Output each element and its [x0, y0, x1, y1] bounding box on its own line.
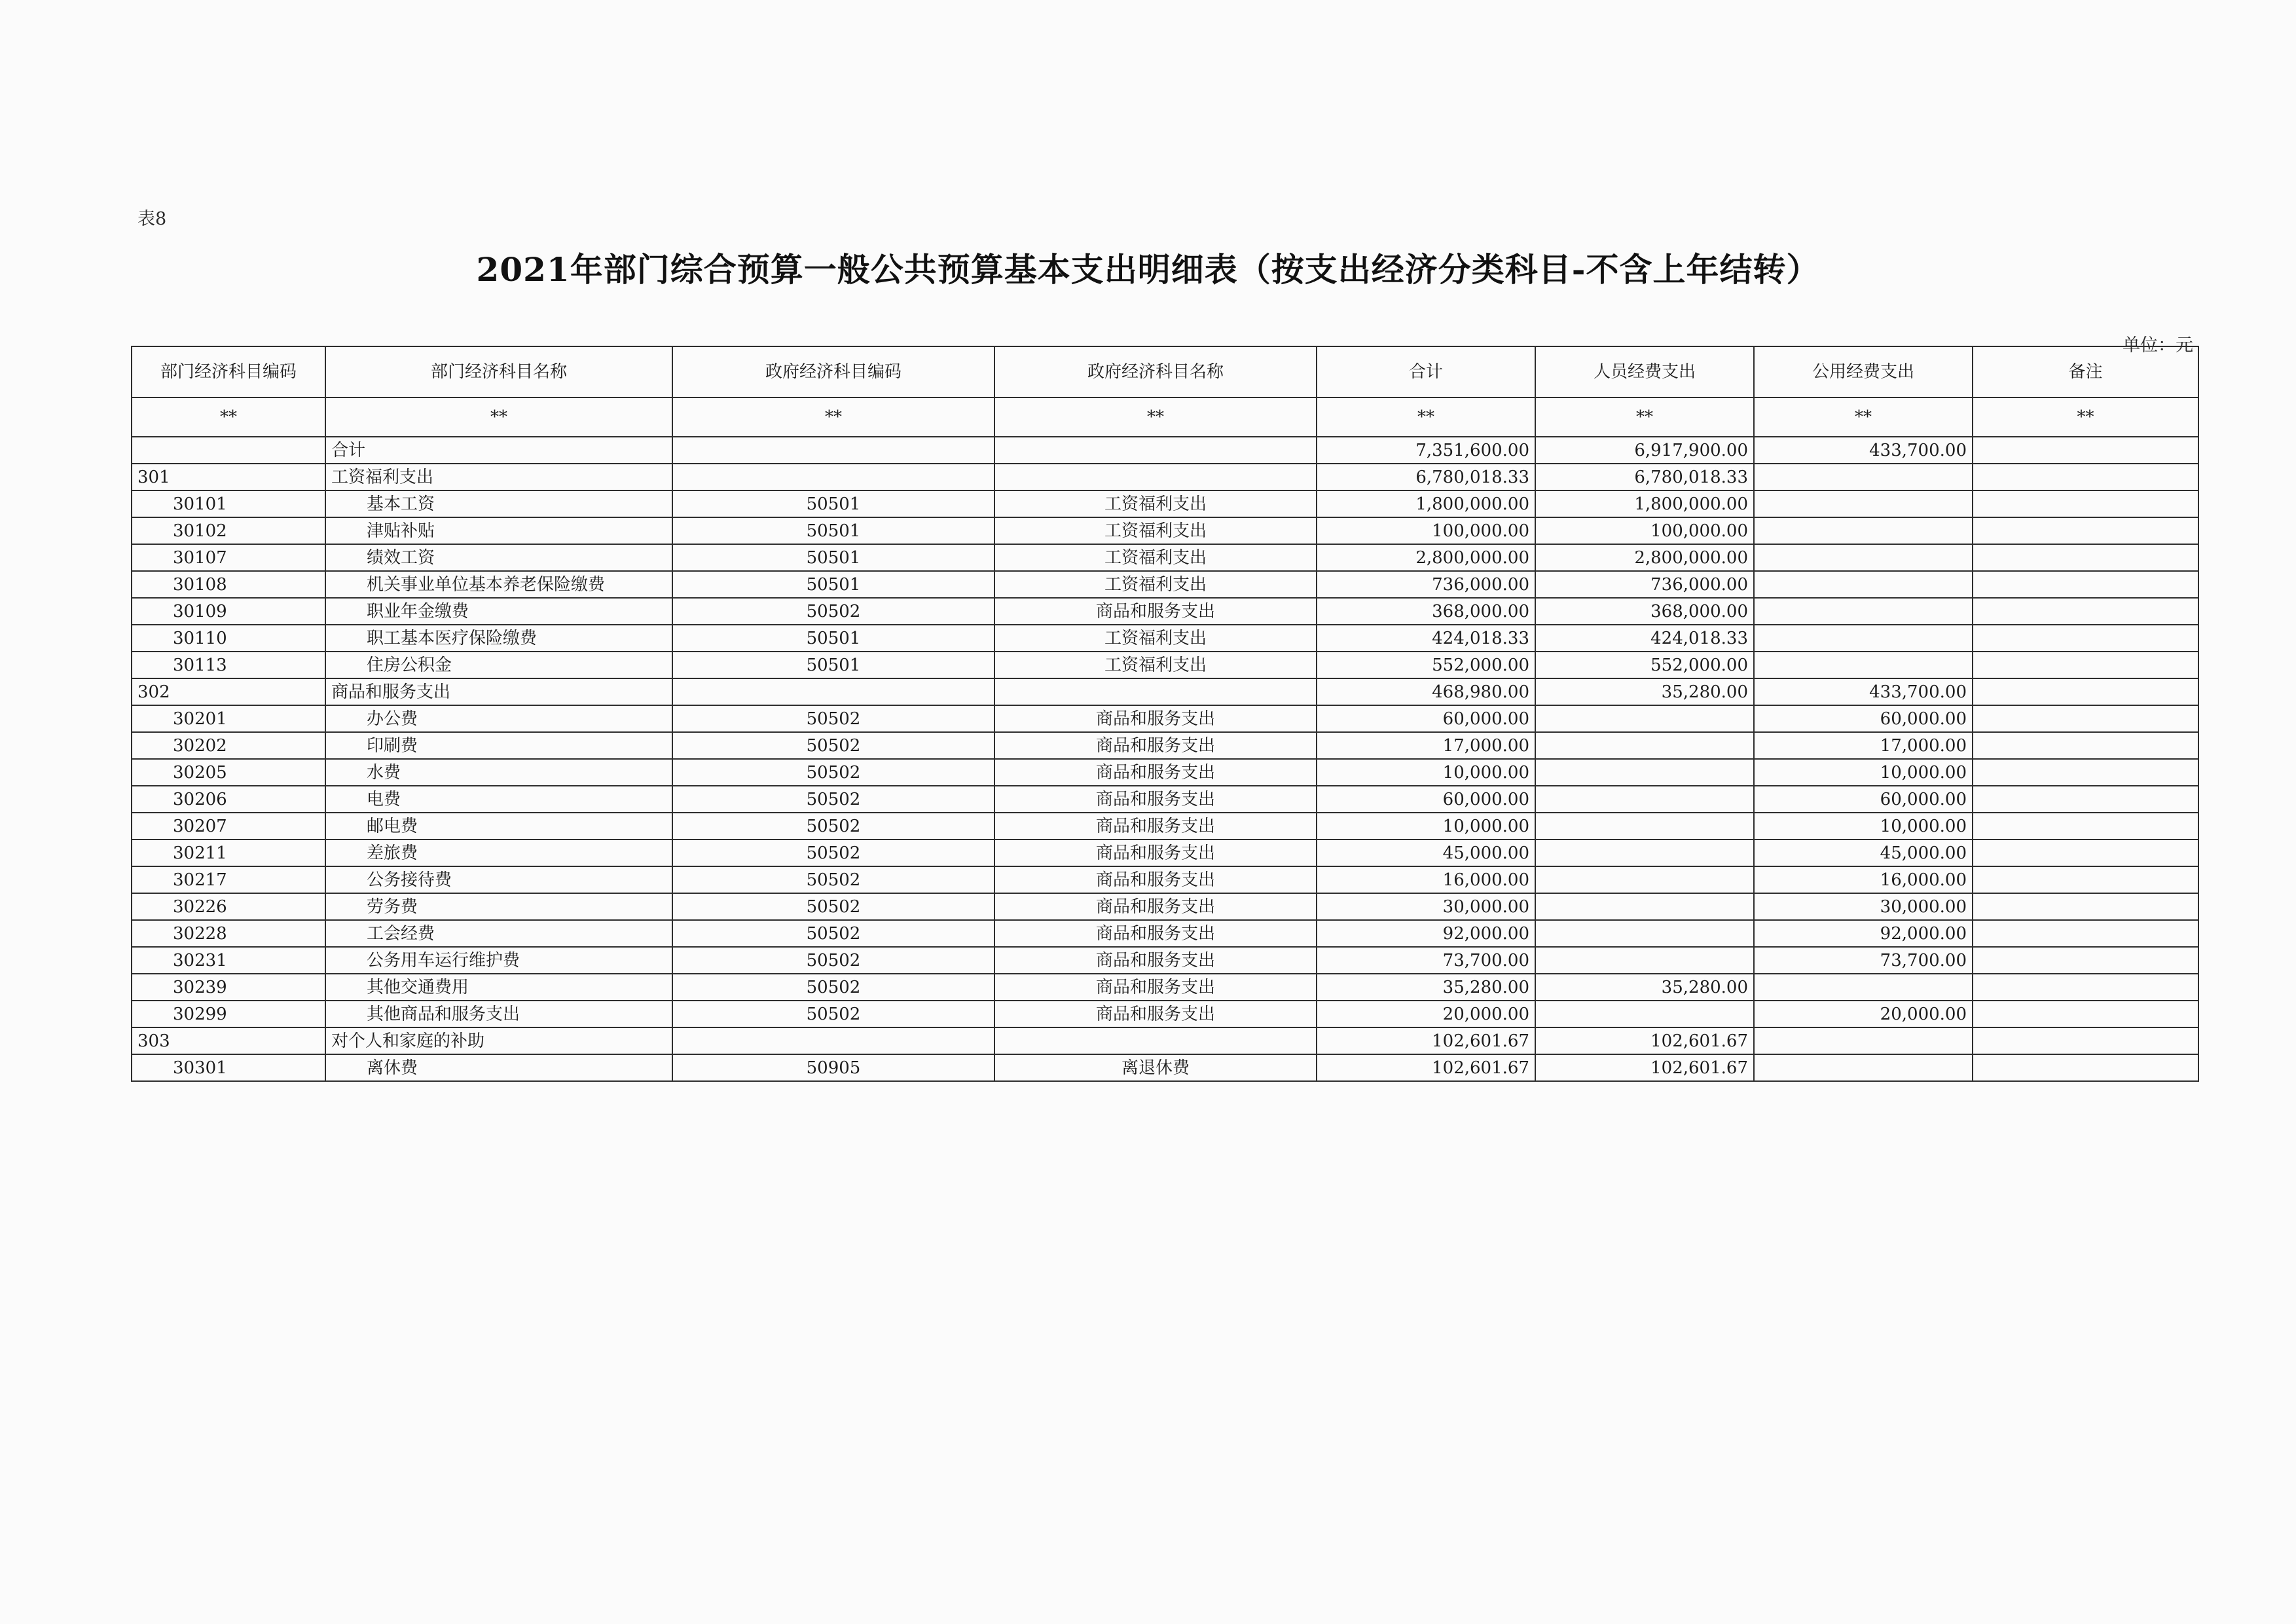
dept-code-cell: 30110	[132, 625, 325, 652]
remark-cell	[1973, 1054, 2198, 1081]
header-row	[132, 346, 2198, 397]
remark-cell	[1973, 625, 2198, 652]
dept-code-cell: 302	[132, 678, 325, 705]
total-cell: 6,780,018.33	[1317, 464, 1535, 490]
public-cell: 73,700.00	[1754, 947, 1973, 974]
total-cell: 35,280.00	[1317, 974, 1535, 1001]
personnel-cell: 2,800,000.00	[1535, 544, 1754, 571]
dept-code-cell	[132, 437, 325, 464]
gov-name-cell: 商品和服务支出	[994, 759, 1317, 786]
public-cell: 60,000.00	[1754, 705, 1973, 732]
total-cell: 60,000.00	[1317, 705, 1535, 732]
table-row	[132, 464, 2198, 490]
personnel-cell: 424,018.33	[1535, 625, 1754, 652]
dept-name-cell: 公务用车运行维护费	[325, 947, 672, 974]
personnel-cell	[1535, 893, 1754, 920]
dept-code-cell: 30217	[132, 866, 325, 893]
remark-cell	[1973, 652, 2198, 678]
public-cell: 45,000.00	[1754, 840, 1973, 866]
dept-name-cell: 津贴补贴	[325, 517, 672, 544]
personnel-cell: 35,280.00	[1535, 974, 1754, 1001]
gov-name-cell: 商品和服务支出	[994, 893, 1317, 920]
gov-name-cell	[994, 437, 1317, 464]
gov-code-cell: 50502	[672, 813, 994, 840]
table-row	[132, 893, 2198, 920]
dept-code-cell: 30211	[132, 840, 325, 866]
dept-name-cell: 印刷费	[325, 732, 672, 759]
total-cell: 7,351,600.00	[1317, 437, 1535, 464]
personnel-cell: 552,000.00	[1535, 652, 1754, 678]
gov-code-cell: 50501	[672, 544, 994, 571]
remark-cell	[1973, 974, 2198, 1001]
remark-cell	[1973, 571, 2198, 598]
gov-code-cell: 50501	[672, 625, 994, 652]
unit-label: 单位：元	[2123, 335, 2193, 356]
table-row	[132, 1001, 2198, 1027]
table-row	[132, 1027, 2198, 1054]
total-cell: 368,000.00	[1317, 598, 1535, 625]
personnel-cell: 102,601.67	[1535, 1027, 1754, 1054]
dept-code-cell: 303	[132, 1027, 325, 1054]
dept-name-cell: 邮电费	[325, 813, 672, 840]
personnel-cell	[1535, 759, 1754, 786]
remark-cell	[1973, 1001, 2198, 1027]
personnel-cell: 35,280.00	[1535, 678, 1754, 705]
remark-cell	[1973, 544, 2198, 571]
gov-name-cell: 工资福利支出	[994, 625, 1317, 652]
gov-code-cell	[672, 678, 994, 705]
table-row	[132, 732, 2198, 759]
remark-cell	[1973, 598, 2198, 625]
public-cell	[1754, 974, 1973, 1001]
placeholder-cell: **	[1535, 397, 1754, 437]
dept-code-cell: 30239	[132, 974, 325, 1001]
table-row	[132, 1054, 2198, 1081]
remark-cell	[1973, 705, 2198, 732]
gov-code-cell: 50501	[672, 517, 994, 544]
remark-cell	[1973, 517, 2198, 544]
budget-detail-table	[131, 346, 2199, 1082]
gov-code-cell: 50502	[672, 732, 994, 759]
total-cell: 736,000.00	[1317, 571, 1535, 598]
public-cell: 17,000.00	[1754, 732, 1973, 759]
table-row	[132, 490, 2198, 517]
remark-cell	[1973, 1027, 2198, 1054]
personnel-cell	[1535, 840, 1754, 866]
dept-name-cell: 离休费	[325, 1054, 672, 1081]
personnel-cell	[1535, 732, 1754, 759]
personnel-cell: 100,000.00	[1535, 517, 1754, 544]
table-label: 表8	[137, 209, 167, 229]
personnel-cell: 6,780,018.33	[1535, 464, 1754, 490]
personnel-cell	[1535, 866, 1754, 893]
gov-name-cell: 商品和服务支出	[994, 947, 1317, 974]
dept-name-cell: 水费	[325, 759, 672, 786]
dept-code-cell: 30226	[132, 893, 325, 920]
gov-code-cell: 50501	[672, 571, 994, 598]
personnel-cell	[1535, 813, 1754, 840]
total-cell: 1,800,000.00	[1317, 490, 1535, 517]
total-cell: 20,000.00	[1317, 1001, 1535, 1027]
dept-name-cell: 商品和服务支出	[325, 678, 672, 705]
remark-cell	[1973, 813, 2198, 840]
dept-name-cell: 基本工资	[325, 490, 672, 517]
public-cell: 20,000.00	[1754, 1001, 1973, 1027]
remark-cell	[1973, 947, 2198, 974]
dept-name-cell: 对个人和家庭的补助	[325, 1027, 672, 1054]
remark-cell	[1973, 759, 2198, 786]
total-cell: 45,000.00	[1317, 840, 1535, 866]
placeholder-cell: **	[994, 397, 1317, 437]
total-cell: 92,000.00	[1317, 920, 1535, 947]
gov-name-cell: 商品和服务支出	[994, 920, 1317, 947]
gov-name-cell: 工资福利支出	[994, 652, 1317, 678]
public-cell: 92,000.00	[1754, 920, 1973, 947]
remark-cell	[1973, 732, 2198, 759]
gov-name-cell: 商品和服务支出	[994, 732, 1317, 759]
total-cell: 102,601.67	[1317, 1054, 1535, 1081]
remark-cell	[1973, 786, 2198, 813]
dept-name-cell: 机关事业单位基本养老保险缴费	[325, 571, 672, 598]
remark-cell	[1973, 437, 2198, 464]
dept-name-cell: 差旅费	[325, 840, 672, 866]
column-header: 部门经济科目编码	[132, 346, 325, 397]
gov-name-cell	[994, 1027, 1317, 1054]
total-cell: 10,000.00	[1317, 759, 1535, 786]
table-row	[132, 786, 2198, 813]
placeholder-cell: **	[1754, 397, 1973, 437]
gov-code-cell	[672, 1027, 994, 1054]
gov-code-cell: 50502	[672, 893, 994, 920]
table-row	[132, 571, 2198, 598]
total-cell: 73,700.00	[1317, 947, 1535, 974]
gov-name-cell: 离退休费	[994, 1054, 1317, 1081]
total-cell: 10,000.00	[1317, 813, 1535, 840]
gov-name-cell: 商品和服务支出	[994, 813, 1317, 840]
dept-code-cell: 30201	[132, 705, 325, 732]
table-row	[132, 652, 2198, 678]
table-row	[132, 840, 2198, 866]
public-cell	[1754, 517, 1973, 544]
placeholder-cell: **	[1973, 397, 2198, 437]
public-cell	[1754, 490, 1973, 517]
dept-name-cell: 劳务费	[325, 893, 672, 920]
gov-code-cell: 50502	[672, 705, 994, 732]
gov-name-cell: 商品和服务支出	[994, 1001, 1317, 1027]
dept-code-cell: 30107	[132, 544, 325, 571]
table-row	[132, 544, 2198, 571]
personnel-cell	[1535, 920, 1754, 947]
gov-code-cell: 50501	[672, 490, 994, 517]
dept-name-cell: 公务接待费	[325, 866, 672, 893]
remark-cell	[1973, 893, 2198, 920]
table-row	[132, 598, 2198, 625]
table-row	[132, 437, 2198, 464]
dept-name-cell: 职工基本医疗保险缴费	[325, 625, 672, 652]
gov-name-cell: 工资福利支出	[994, 490, 1317, 517]
gov-name-cell: 工资福利支出	[994, 571, 1317, 598]
dept-name-cell: 其他交通费用	[325, 974, 672, 1001]
column-header: 公用经费支出	[1754, 346, 1973, 397]
table-row	[132, 866, 2198, 893]
public-cell: 433,700.00	[1754, 678, 1973, 705]
personnel-cell	[1535, 1001, 1754, 1027]
personnel-cell: 1,800,000.00	[1535, 490, 1754, 517]
total-cell: 102,601.67	[1317, 1027, 1535, 1054]
placeholder-cell: **	[325, 397, 672, 437]
remark-cell	[1973, 464, 2198, 490]
dept-code-cell: 30301	[132, 1054, 325, 1081]
column-header: 政府经济科目名称	[994, 346, 1317, 397]
table-row	[132, 813, 2198, 840]
table-row	[132, 705, 2198, 732]
personnel-cell	[1535, 705, 1754, 732]
gov-code-cell: 50502	[672, 947, 994, 974]
dept-name-cell: 合计	[325, 437, 672, 464]
gov-name-cell: 商品和服务支出	[994, 974, 1317, 1001]
dept-name-cell: 电费	[325, 786, 672, 813]
placeholder-cell: **	[132, 397, 325, 437]
gov-code-cell: 50502	[672, 920, 994, 947]
dept-name-cell: 住房公积金	[325, 652, 672, 678]
public-cell	[1754, 1027, 1973, 1054]
public-cell	[1754, 625, 1973, 652]
table-body	[132, 437, 2198, 1081]
public-cell: 16,000.00	[1754, 866, 1973, 893]
public-cell	[1754, 544, 1973, 571]
remark-cell	[1973, 678, 2198, 705]
column-header: 备注	[1973, 346, 2198, 397]
gov-name-cell: 商品和服务支出	[994, 840, 1317, 866]
public-cell: 10,000.00	[1754, 813, 1973, 840]
gov-code-cell: 50501	[672, 652, 994, 678]
dept-code-cell: 30202	[132, 732, 325, 759]
gov-name-cell	[994, 678, 1317, 705]
table-row	[132, 678, 2198, 705]
dept-name-cell: 工资福利支出	[325, 464, 672, 490]
personnel-cell	[1535, 786, 1754, 813]
public-cell: 433,700.00	[1754, 437, 1973, 464]
gov-name-cell: 商品和服务支出	[994, 705, 1317, 732]
remark-cell	[1973, 866, 2198, 893]
table-row	[132, 759, 2198, 786]
total-cell: 468,980.00	[1317, 678, 1535, 705]
total-cell: 2,800,000.00	[1317, 544, 1535, 571]
column-header: 合计	[1317, 346, 1535, 397]
table-row	[132, 947, 2198, 974]
column-header: 政府经济科目编码	[672, 346, 994, 397]
placeholder-cell: **	[1317, 397, 1535, 437]
public-cell: 30,000.00	[1754, 893, 1973, 920]
dept-code-cell: 30109	[132, 598, 325, 625]
remark-cell	[1973, 490, 2198, 517]
gov-code-cell: 50905	[672, 1054, 994, 1081]
gov-name-cell: 商品和服务支出	[994, 786, 1317, 813]
personnel-cell: 368,000.00	[1535, 598, 1754, 625]
total-cell: 17,000.00	[1317, 732, 1535, 759]
column-header: 部门经济科目名称	[325, 346, 672, 397]
gov-code-cell: 50502	[672, 598, 994, 625]
gov-name-cell: 工资福利支出	[994, 544, 1317, 571]
gov-name-cell: 商品和服务支出	[994, 598, 1317, 625]
public-cell	[1754, 571, 1973, 598]
total-cell: 60,000.00	[1317, 786, 1535, 813]
gov-code-cell: 50502	[672, 840, 994, 866]
personnel-cell	[1535, 947, 1754, 974]
dept-name-cell: 职业年金缴费	[325, 598, 672, 625]
public-cell: 60,000.00	[1754, 786, 1973, 813]
public-cell: 10,000.00	[1754, 759, 1973, 786]
personnel-cell: 102,601.67	[1535, 1054, 1754, 1081]
dept-name-cell: 绩效工资	[325, 544, 672, 571]
remark-cell	[1973, 840, 2198, 866]
dept-code-cell: 30299	[132, 1001, 325, 1027]
table-row	[132, 920, 2198, 947]
gov-code-cell: 50502	[672, 974, 994, 1001]
total-cell: 424,018.33	[1317, 625, 1535, 652]
dept-name-cell: 其他商品和服务支出	[325, 1001, 672, 1027]
total-cell: 30,000.00	[1317, 893, 1535, 920]
dept-code-cell: 30113	[132, 652, 325, 678]
dept-code-cell: 30231	[132, 947, 325, 974]
gov-code-cell: 50502	[672, 786, 994, 813]
dept-code-cell: 30228	[132, 920, 325, 947]
dept-name-cell: 办公费	[325, 705, 672, 732]
gov-code-cell: 50502	[672, 1001, 994, 1027]
total-cell: 100,000.00	[1317, 517, 1535, 544]
column-header: 人员经费支出	[1535, 346, 1754, 397]
personnel-cell: 736,000.00	[1535, 571, 1754, 598]
public-cell	[1754, 1054, 1973, 1081]
placeholder-cell: **	[672, 397, 994, 437]
dept-code-cell: 30102	[132, 517, 325, 544]
public-cell	[1754, 598, 1973, 625]
gov-name-cell: 商品和服务支出	[994, 866, 1317, 893]
dept-code-cell: 301	[132, 464, 325, 490]
total-cell: 16,000.00	[1317, 866, 1535, 893]
dept-name-cell: 工会经费	[325, 920, 672, 947]
gov-code-cell	[672, 437, 994, 464]
total-cell: 552,000.00	[1317, 652, 1535, 678]
dept-code-cell: 30205	[132, 759, 325, 786]
dept-code-cell: 30101	[132, 490, 325, 517]
table-row	[132, 974, 2198, 1001]
public-cell	[1754, 652, 1973, 678]
dept-code-cell: 30108	[132, 571, 325, 598]
table-row	[132, 517, 2198, 544]
table-row	[132, 625, 2198, 652]
dept-code-cell: 30206	[132, 786, 325, 813]
document-title: 2021年部门综合预算一般公共预算基本支出明细表（按支出经济分类科目-不含上年结转）	[476, 250, 1820, 289]
dept-code-cell: 30207	[132, 813, 325, 840]
personnel-cell: 6,917,900.00	[1535, 437, 1754, 464]
gov-code-cell: 50502	[672, 866, 994, 893]
remark-cell	[1973, 920, 2198, 947]
placeholder-row	[132, 397, 2198, 437]
gov-name-cell: 工资福利支出	[994, 517, 1317, 544]
gov-code-cell: 50502	[672, 759, 994, 786]
public-cell	[1754, 464, 1973, 490]
gov-code-cell	[672, 464, 994, 490]
gov-name-cell	[994, 464, 1317, 490]
